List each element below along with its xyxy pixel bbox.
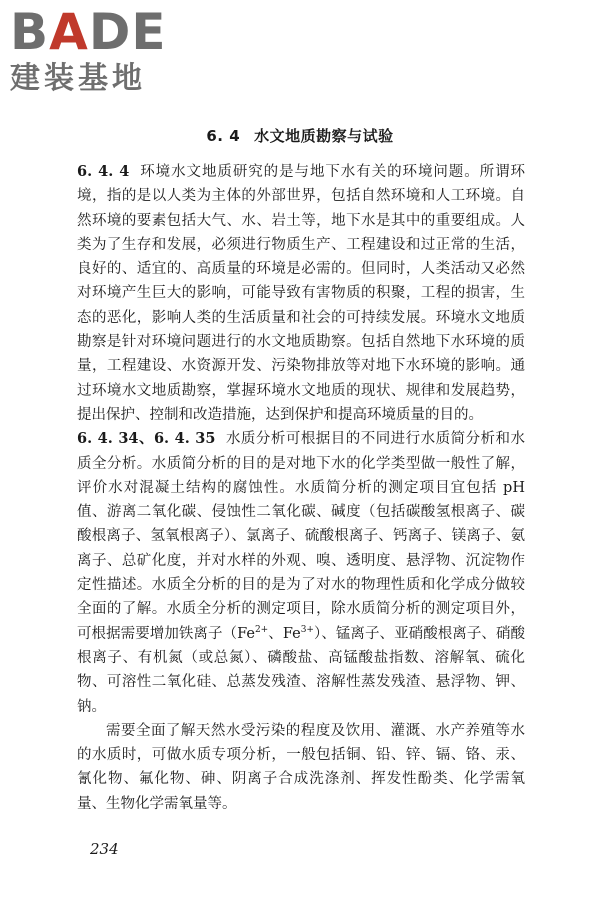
logo-letter-b: B	[10, 3, 50, 61]
logo-subtitle: 建装基地	[10, 61, 146, 96]
clause-number: 6. 4. 4	[77, 163, 130, 180]
clause-text: 、Fe	[268, 625, 301, 642]
body-text	[77, 160, 525, 816]
clause-text: 环境水文地质研究的是与地下水有关的环境问题。所谓环境，指的是以人类为主体的外部世界，包括自然环境和人工环境。自然环境的要素包括大气、水、岩土等，地下水是其中的重要组成。人类为了生存和发展，必须进行物质生产、工程建设和过正常的生活，良好的、适宜的、高质量的环境是必需的。但同时，人类活动又必然对环境产生巨大的影响，可能导致有害物质的积聚，工程的损害，生态的恶化，影响人类的生活质量和社会的可持续发展。环境水文地质勘察是针对环境问题进行的水文地质勘察。包括自然地下水环境的质量，工程建设、水资源开发、污染物排放等对地下水环境的影响。通过环境水文地质勘察，掌握环境水文地质的现状、规律和发展趋势，提出保护、控制和改造措施，达到保护和提高环境质量的目的。	[77, 164, 526, 423]
iron-charge-3: 3+	[300, 624, 314, 635]
section-number: 6. 4	[206, 127, 241, 145]
iron-charge-2: 2+	[254, 624, 269, 635]
clause-number: 6. 4. 34、6. 4. 35	[77, 430, 216, 448]
clause-paragraph	[77, 427, 525, 719]
clause-text: ）、锰离子、亚硝酸根离子、硝酸根离子、有机氮（或总氮）、磷酸盐、高锰酸盐指数、溶解氧、硫化物、可溶性二氧化硅、总蒸发残渣、溶解性蒸发残渣、悬浮物、钾、钠。	[77, 625, 526, 715]
logo-wordmark	[10, 3, 170, 61]
logo-letters-de: DE	[88, 3, 167, 61]
section-heading	[0, 125, 600, 146]
clause-paragraph	[77, 160, 525, 427]
special-analysis-paragraph: 需要全面了解天然水受污染的程度及饮用、灌溉、水产养殖等水的水质时，可做水质专项分析，一般包括铜、铅、锌、镉、铬、汞、氰化物、氟化物、砷、阴离子合成洗涤剂、挥发性酚类、化学需氧量、生物化学需氧量等。	[77, 722, 525, 812]
bade-logo	[10, 3, 170, 96]
logo-letter-a: A	[49, 3, 89, 61]
page-number: 234	[90, 840, 119, 858]
section-title: 水文地质勘察与试验	[254, 127, 394, 145]
clause-text: 水质分析可根据目的不同进行水质简分析和水质全分析。水质简分析的目的是对地下水的化学类型做一般性了解，评价水对混凝土结构的腐蚀性。水质简分析的测定项目宜包括 pH 值、游离二氧化碳、侵蚀性二氧化碳、碱度（包括碳酸氢根离子、碳酸根离子、氢氧根离子）、氯离子、硫酸根离子、钙离子、镁离子、氨离子、总矿化度，并对水样的外观、嗅、透明度、悬浮物、沉淀物作定性描述。水质全分析的目的是为了对水的物理性质和化学成分做较全面的了解。水质全分析的测定项目，除水质简分析的测定项目外，可根据需要增加铁离子（Fe	[77, 431, 525, 642]
